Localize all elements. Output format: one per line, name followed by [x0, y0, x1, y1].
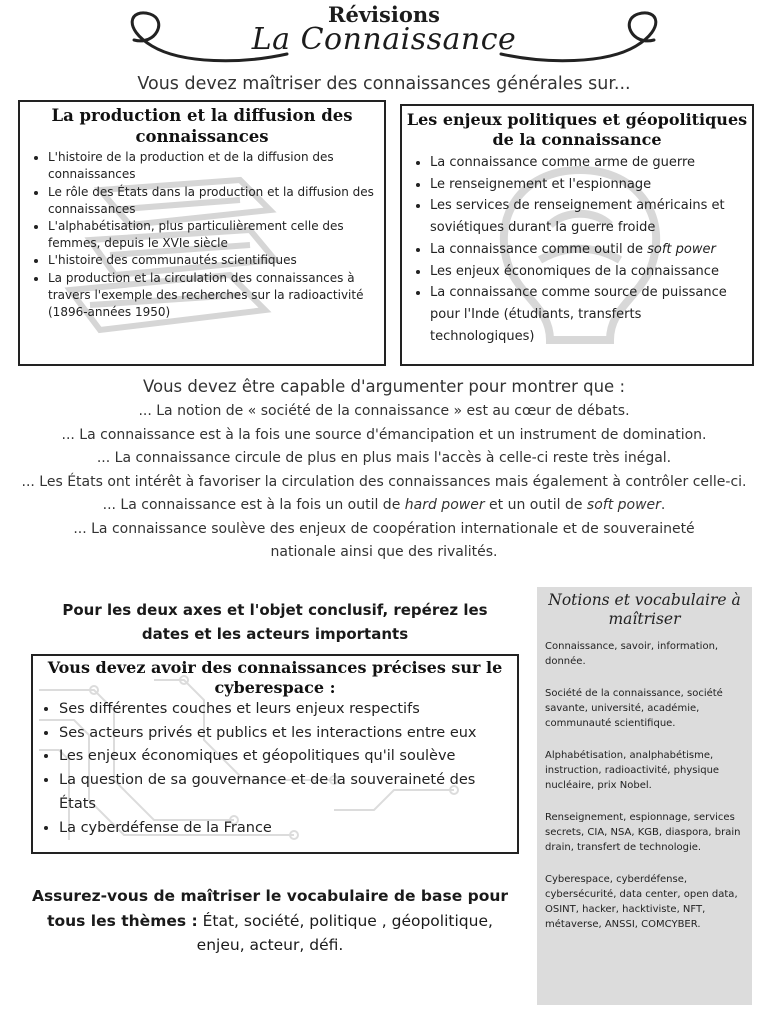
intro-text: Vous devez maîtriser des connaissances générales sur... [137, 74, 631, 94]
list-item-text: La connaissance comme outil de [430, 241, 648, 257]
argument-text: ... La connaissance est à la fois un outil de [102, 497, 405, 513]
sidebar-title: Notions et vocabulaire à maîtriser [548, 591, 741, 628]
cyberspace-box [31, 654, 519, 854]
vocabulary-paragraph: Société de la connaissance, société savante, université, académie, communauté scientifique. [545, 688, 723, 729]
production-diffusion-box [18, 100, 386, 366]
argument-line: ... La connaissance est à la fois une source d'émancipation et un instrument de domination. [61, 426, 707, 443]
list-item: • La question de sa gouvernance et de la souveraineté des États [59, 769, 511, 816]
list-item: • La connaissance comme source de puissance pour l'Inde (étudiants, transferts technologiques) [430, 282, 746, 347]
argument-line: ... La connaissance soulève des enjeux de coopération internationale et de souveraineté nationale ainsi que des rivalités. [73, 520, 695, 560]
box-title: La production et la diffusion des connaissances [51, 106, 353, 146]
vocabulary-sidebar [537, 587, 752, 1005]
list-item: • Les enjeux économiques et géopolitiques qu'il soulève [59, 745, 511, 769]
argument-line: ... Les États ont intérêt à favoriser la circulation des connaissances mais également à contrôler celle-ci. [21, 473, 747, 490]
argument-text: . [660, 497, 666, 513]
list-item: • Les services de renseignement américains et soviétiques durant la guerre froide [430, 195, 746, 238]
box-title: Les enjeux politiques et géopolitiques de la connaissance [406, 110, 748, 149]
vocabulary-paragraph: Renseignement, espionnage, services secrets, CIA, NSA, KGB, diaspora, brain drain, transfert de technologie. [545, 812, 741, 853]
list-item: • L'histoire de la production et de la diffusion des connaissances [48, 149, 378, 183]
base-vocabulary-note [30, 884, 510, 958]
argument-line: ... La notion de « société de la connaissance » est au cœur de débats. [138, 403, 630, 419]
bullet-list [33, 698, 517, 840]
list-item: • La cyberdéfense de la France [59, 817, 511, 841]
axes-note: Pour les deux axes et l'objet conclusif, repérez les dates et les acteurs importants [62, 601, 488, 643]
bullet-list [402, 152, 752, 347]
argument-text: et un outil de [484, 497, 587, 513]
soft-power-term: soft power [647, 241, 716, 257]
geopolitical-stakes-box [400, 104, 754, 366]
vocabulary-paragraph: Alphabétisation, analphabétisme, instruction, radioactivité, physique nucléaire, prix Nobel. [545, 750, 720, 791]
list-item: • La production et la circulation des connaissances à travers l'exemple des recherches sur la radioactivité (1896-années 1950) [48, 270, 378, 322]
list-item: • Les enjeux économiques de la connaissance [430, 261, 746, 283]
list-item: • La connaissance comme arme de guerre [430, 152, 746, 174]
vocabulary-paragraph: Cyberespace, cyberdéfense, cybersécurité, data center, open data, OSINT, hacker, hacktiviste, NFT, métaverse, ANSSI, COMCYBER. [545, 874, 738, 930]
list-item: • Ses différentes couches et leurs enjeux respectifs [59, 698, 511, 722]
base-vocabulary-lead: Assurez-vous de maîtriser le vocabulaire de base pour tous les thèmes : [31, 887, 509, 930]
soft-power-term: soft power [586, 497, 661, 513]
page-title: Révisions [328, 2, 440, 27]
argument-section [0, 374, 768, 565]
hard-power-term: hard power [404, 497, 485, 513]
argument-title: Vous devez être capable d'argumenter pour montrer que : [142, 377, 626, 396]
list-item: • Le renseignement et l'espionnage [430, 174, 746, 196]
list-item: • L'alphabétisation, plus particulièrement celle des femmes, depuis le XVIe siècle [48, 218, 378, 252]
list-item: • L'histoire des communautés scientifiques [48, 252, 378, 269]
vocabulary-paragraph: Connaissance, savoir, information, donnée. [545, 641, 719, 667]
list-item: • Le rôle des États dans la production et la diffusion des connaissances [48, 184, 378, 218]
page-subtitle: La Connaissance [251, 22, 517, 57]
list-item [430, 239, 746, 261]
list-item: • Ses acteurs privés et publics et les interactions entre eux [59, 722, 511, 746]
argument-line [0, 494, 768, 518]
base-vocabulary-terms: État, société, politique , géopolitique, enjeu, acteur, défi. [196, 911, 493, 954]
bullet-list [20, 149, 384, 321]
argument-line: ... La connaissance circule de plus en plus mais l'accès à celle-ci reste très inégal. [96, 450, 672, 466]
box-title: Vous devez avoir des connaissances précises sur le cyberespace : [47, 658, 503, 697]
